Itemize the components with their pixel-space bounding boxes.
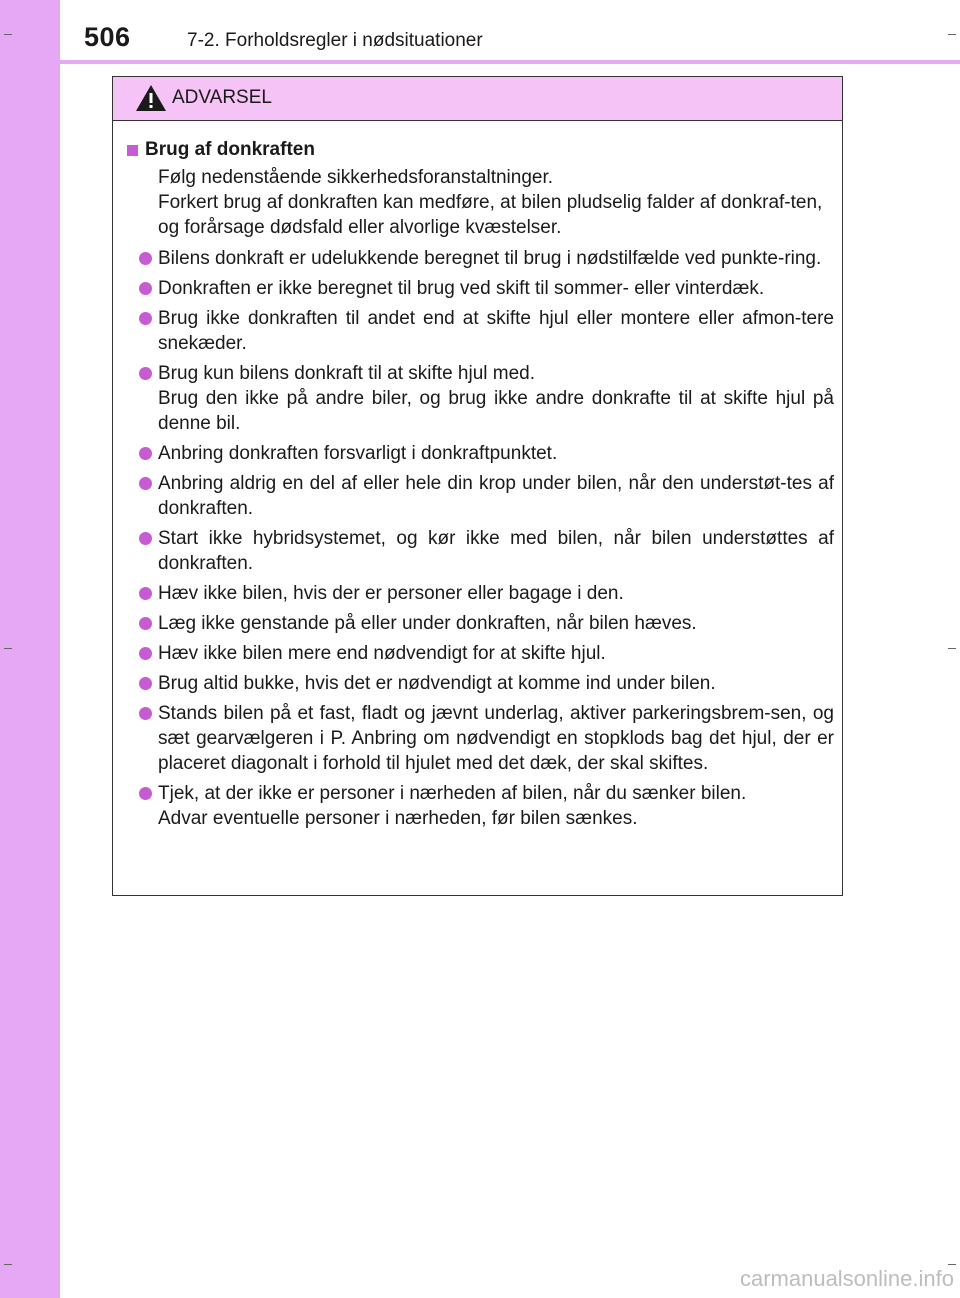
section-heading xyxy=(127,137,834,163)
bullet-dot-icon xyxy=(139,477,152,490)
intro-line: Følg nedenstående sikkerhedsforanstaltninger. xyxy=(158,167,554,188)
list-item: Læg ikke genstande på eller under donkraften, når bilen hæves. xyxy=(127,611,834,636)
list-item: Hæv ikke bilen mere end nødvendigt for at skifte hjul. xyxy=(127,641,834,666)
crop-mark xyxy=(4,648,12,649)
warning-title: ADVARSEL xyxy=(172,87,272,108)
crop-mark xyxy=(4,34,12,35)
bullet-dot-icon xyxy=(139,532,152,545)
bullet-dot-icon xyxy=(139,647,152,660)
crop-mark xyxy=(948,34,956,35)
section-intro xyxy=(158,165,834,240)
bullet-dot-icon xyxy=(139,617,152,630)
bullet-dot-icon xyxy=(139,367,152,380)
page-number: 506 xyxy=(84,22,131,52)
warning-triangle-icon xyxy=(134,83,168,113)
crop-mark xyxy=(948,648,956,649)
list-item: Stands bilen på et fast, fladt og jævnt underlag, aktiver parkeringsbrem-sen, og sæt gearvælgeren i P. Anbring om nødvendigt en stopklods bag det hjul, der er placeret diagonalt i forhold til hjulet med det dæk, der skal skiftes. xyxy=(127,701,834,776)
bullet-dot-icon xyxy=(139,707,152,720)
list-item: Bilens donkraft er udelukkende beregnet til brug i nødstilfælde ved punkte-ring. xyxy=(127,246,834,271)
header-rule xyxy=(60,60,960,64)
list-item: Tjek, at der ikke er personer i nærheden af bilen, når du sænker bilen. Advar eventuelle personer i nærheden, før bilen sænkes. xyxy=(127,781,834,831)
list-item: Anbring donkraften forsvarligt i donkraftpunktet. xyxy=(127,441,834,466)
bullet-dot-icon xyxy=(139,252,152,265)
intro-line: Forkert brug af donkraften kan medføre, at bilen pludselig falder af donkraf-ten, og forårsage dødsfald eller alvorlige kvæstelser. xyxy=(158,192,823,238)
list-item: Brug kun bilens donkraft til at skifte hjul med. Brug den ikke på andre biler, og brug ikke andre donkrafte til at skifte hjul på denne bil. xyxy=(127,361,834,436)
crop-mark xyxy=(948,1264,956,1265)
list-item: Anbring aldrig en del af eller hele din krop under bilen, når den understøt-tes af donkraften. xyxy=(127,471,834,521)
list-item: Brug altid bukke, hvis det er nødvendigt at komme ind under bilen. xyxy=(127,671,834,696)
warning-header xyxy=(113,77,842,121)
chapter-sidebar xyxy=(0,0,60,1298)
bullet-dot-icon xyxy=(139,282,152,295)
list-item: Start ikke hybridsystemet, og kør ikke med bilen, når bilen understøttes af donkraften. xyxy=(127,526,834,576)
list-item: Brug ikke donkraften til andet end at skifte hjul eller montere eller afmon-tere snekæder. xyxy=(127,306,834,356)
list-item: Hæv ikke bilen, hvis der er personer eller bagage i den. xyxy=(127,581,834,606)
bullet-dot-icon xyxy=(139,587,152,600)
bullet-dot-icon xyxy=(139,787,152,800)
warning-body xyxy=(113,121,842,831)
section-title: Brug af donkraften xyxy=(145,139,315,160)
bullet-dot-icon xyxy=(139,312,152,325)
watermark: carmanualsonline.info xyxy=(739,1266,954,1291)
page-header xyxy=(60,0,960,62)
precaution-list xyxy=(127,246,834,831)
chapter-title: 7-2. Forholdsregler i nødsituationer xyxy=(187,30,483,51)
square-bullet-icon xyxy=(127,145,138,156)
list-item: Donkraften er ikke beregnet til brug ved skift til sommer- eller vinterdæk. xyxy=(127,276,834,301)
bullet-dot-icon xyxy=(139,447,152,460)
bullet-dot-icon xyxy=(139,677,152,690)
crop-mark xyxy=(4,1264,12,1265)
warning-box xyxy=(112,76,843,896)
